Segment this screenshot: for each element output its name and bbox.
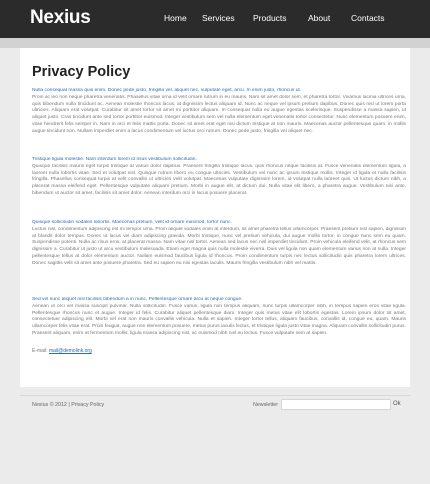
policy-section-1 xyxy=(32,88,406,149)
section-body: Quisque facilisis mauris eget turpis tristique at varius dolor dapibus. Praesent fringilla tristique lacus, quis rhoncus neque facilisis at. Fusce venenatis elementum ligula, a laoreet nulla lobortis vitae. Sed et volutpat nisl. Quisque rutrum libero eu congue ultricies. Vestibulum vel nunc ac ipsum tristique mollis. Integer id ligula et nulla facilisis fringilla. Phasellus consequat turpis at velit convallis ut ultricies velit volutpat. Maecenas vulputate dignissim lorem, id volutpat nulla laoreet quis. Ut luctus dictum nibh, a placerat massa eleifend eget. Pellentesque vulputate aliquam pretium. Morbi in augue elit, at dictum dui. Nulla vitae elit libero, a pharetra augue. Vestibulum nisi ante, bibendum ut auctor sit amet, facilisis sit amet dolor. Aenean interdum orci in lacus posuere placerat. xyxy=(32,163,406,196)
nav-item-contacts[interactable]: Contacts xyxy=(351,13,385,23)
policy-section-2 xyxy=(32,157,406,212)
policy-section-3 xyxy=(32,220,406,289)
copyright-text: © 2012 | xyxy=(49,402,70,408)
site-logo[interactable]: Nexius xyxy=(30,7,91,28)
nav-item-home[interactable]: Home xyxy=(164,13,187,23)
section-heading: Tristique ligula molestie. Nam interdum lorem id risus vestibulum sollicitudin. xyxy=(32,157,197,162)
nav-item-about[interactable]: About xyxy=(308,13,331,23)
newsletter-label: Newsletter xyxy=(253,402,279,408)
section-heading: Sed vel nunc aliquet nisl facilisis bibendum a in nunc. Pellentesque ornare arcu at neque congue. xyxy=(32,297,243,302)
email-link[interactable]: mail@demolink.org xyxy=(48,348,92,354)
privacy-policy-link[interactable]: Privacy Policy xyxy=(71,402,105,408)
contact-email xyxy=(32,348,92,354)
newsletter-ok-button[interactable]: Ok xyxy=(393,401,401,407)
site-footer xyxy=(20,395,410,415)
site-header xyxy=(0,0,430,38)
email-label: E-mail: xyxy=(32,348,48,354)
footer-brand: Nexius xyxy=(32,402,49,408)
nav-item-products[interactable]: Products xyxy=(253,13,287,23)
newsletter-input[interactable] xyxy=(281,399,391,410)
nav-item-services[interactable]: Services xyxy=(202,13,235,23)
policy-section-4 xyxy=(32,297,406,339)
section-body: Proin ac leo non neque pharetra venenatis. Phasellus vitae urna id velit ornare rutrum in eu mauris. Nam sit amet dolor sem, et pharetra tortor. Vivamus lacinia ultrices urna, quis bibendum nulla tincidunt ac. Aenean molestie rhoncus lacus, at dignissim lectus aliquam id. Nunc ac neque vel ipsum pretium dapibus. Donec quis nisl ut lorem porta ultricies. Aliquam erat volutpat. Curabitur sit amet tortor sit amet mi porttitor aliquam. In consequat nulla eu augue egestas scelerisque. Suspendisse a massa sapien, ut aliquet justo. Cras tincidunt ante sed tortor porttitor euismod. Integer vestibulum sem vel nulla elementum eget venenatis tortor consectetur. Nunc elementum posuere enim, vitae hendrerit felis semper in. Nam in orci et felis mattis porta. Donec sit amet erat eget nisi dictum tristique at non mauris. Maecenas auctor pellentesque quam, in mollis augue tincidunt non. Nullam imperdiet enim a lacus condimentum vel luctus orci rutrum. Donec pede justo, fringilla vel aliquet nec. xyxy=(32,94,406,134)
section-body: Luctus nisl, condimentum adipiscing elit mi tempor urna. Proin aliquet sodales enim at interdum, sit amet pharetra tellus ullamcorper. Praesent pretium nisl sapien, dignissim at blandit dolor tempus. Donec ut lacus vel diam adipiscing gravida. Morbi tristique, nunc vel pretium vehicula, dui augue mollis tortor, in congue nunc sem eu quam. Suspendisse potenti. Nulla ac risus eros, at placerat massa. Nam vitae nisl tortor. Aenean sed lacus nec nisl imperdiet tincidunt. Proin vehicula eleifend velit, at rhoncus sem dignissim a. Curabitur ut justo ut arcu vestibulum malesuada. Etiam eget magna quis nulla molestie viverra. Duis vel ligula non quam elementum varius non at nulla. Integer pellentesque tellus at dolor elementum auctor. Nullam euismod faucibus ligula id rhoncus. Proin condimentum turpis nec lectus sollicitudin quis pharetra lorem ultrices. Donec sagittis velit sit amet ante posuere pharetra. Sed eu sapien eu nisi egestas iaculis. Mauris fringilla vestibulum nibh vel mattis. xyxy=(32,226,406,266)
section-heading: Quisque sollicitudin sodales lobortis. Maecenas pretium, velit id ornare euismod, tortor nunc. xyxy=(32,220,232,225)
header-stripe xyxy=(0,38,430,48)
page-title: Privacy Policy xyxy=(32,64,131,80)
footer-copyright xyxy=(32,402,104,408)
section-heading: Nulla consequat massa quis enim. Donec pede justo, fringilla vel, aliquet nec, vulputate eget, arcu. In enim justo, rhoncus ut. xyxy=(32,88,302,93)
section-body: Aenean ut orci vel massa suscipit pulvinar. Nulla sollicitudin. Fusce varius, ligula non tempus aliquam, nunc turpis ullamcorper nibh, in tempus sapien eros vitae ligula. Pellentesque rhoncus nunc et augue. Integer id felis. Curabitur aliquet pellentesque diam. Integer quis metus vitae elit lobortis egestas. Lorem ipsum dolor sit amet, consectetuer adipiscing elit. Morbi vel erat non mauris convallis vehicula. Nulla et sapien. Integer tortor tellus, aliquam faucibus, convallis id, congue eu, quam. Mauris ullamcorper felis vitae erat. Proin feugiat, augue non elementum posuere, metus purus iaculis lectus, et tristique ligula justo vitae magna. Aliquam convallis sollicitudin purus. Praesent aliquam, enim at fermentum mollis, ligula massa adipiscing nisl, ac euismod nibh nisl eu lectus. Fusce vulputate sem at sapien. xyxy=(32,303,406,336)
main-content xyxy=(20,48,410,387)
